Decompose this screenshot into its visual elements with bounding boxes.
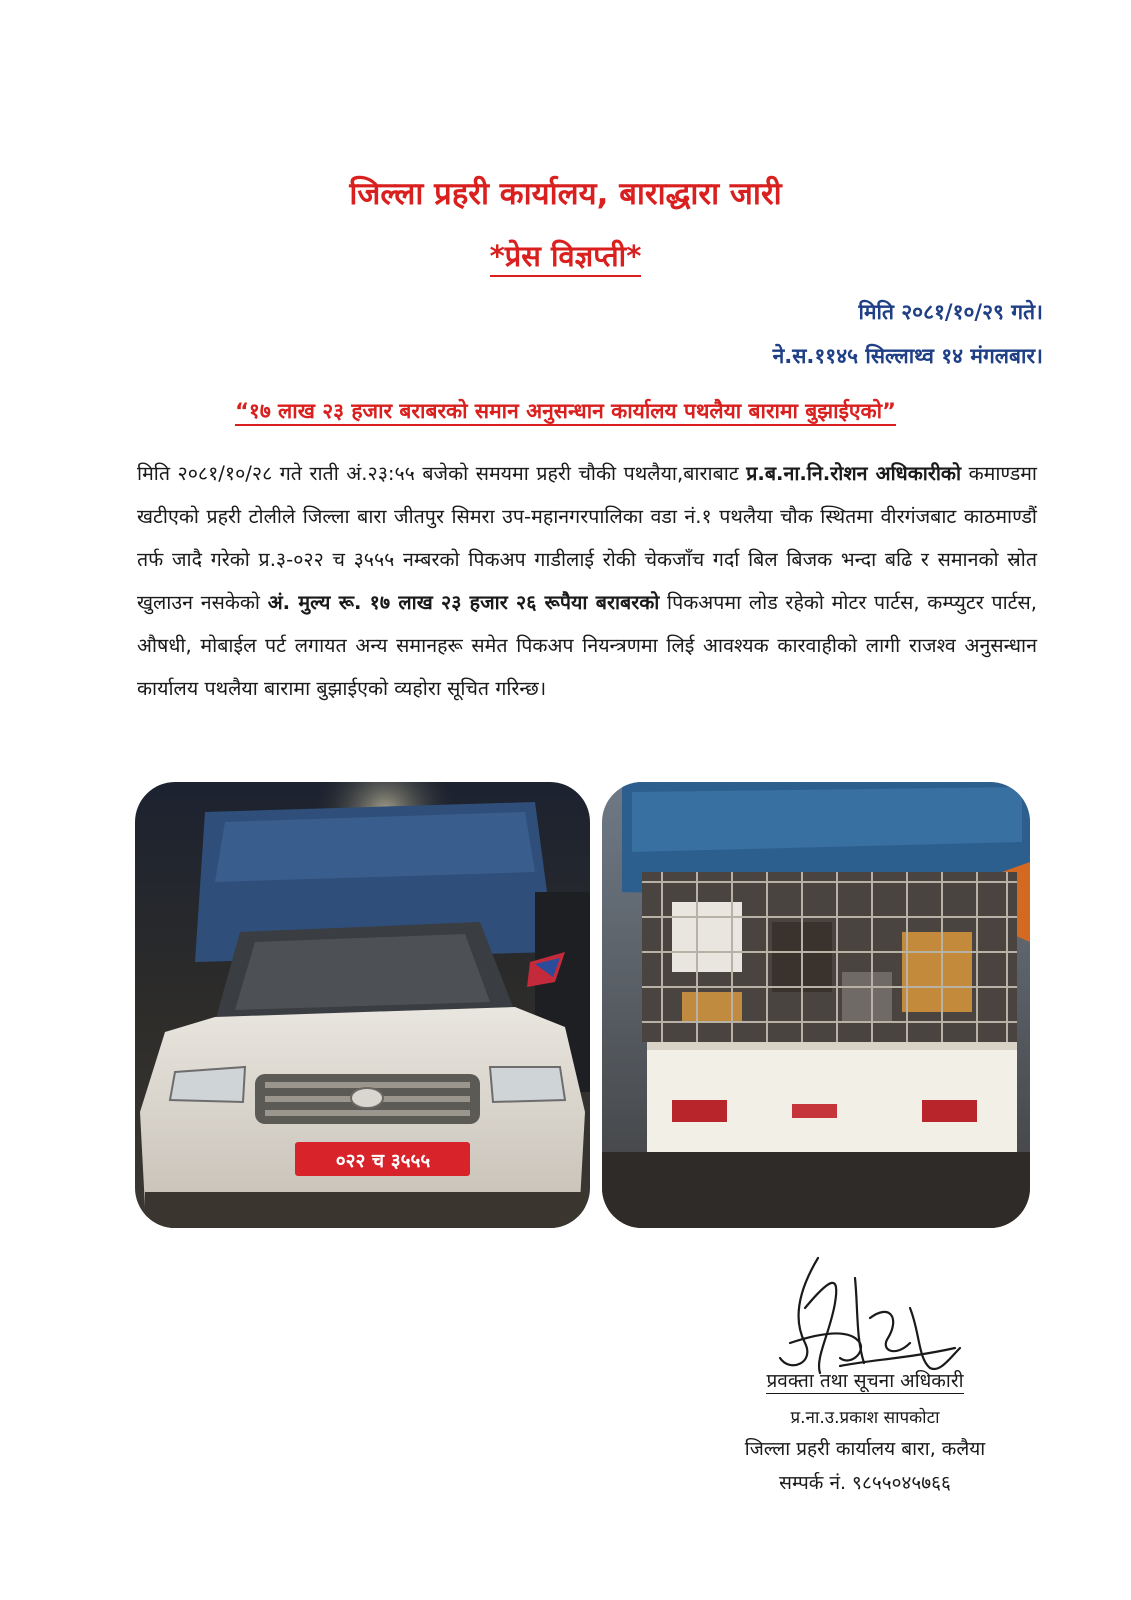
body-text-3: पिकअपमा लोड रहेको मोटर पार्टस, कम्प्युटर पार्टस, औषधी, मोबाईल पर्ट लगायत अन्य समानहरू समेत पिकअप नियन्त्रणमा लिई आवश्यक कारवाहीको लागी राजश्व अनुसन्धान कार्यालय पथलैया बारामा बुझाईएको व्यहोरा सूचित गरिन्छ। <box>137 591 1037 700</box>
body-text-1: मिति २०८१/१०/२८ गते राती अं.२३:५५ बजेको समयमा प्रहरी चौकी पथलैया,बाराबाट <box>137 462 747 485</box>
signatory-office: जिल्ला प्रहरी कार्यालय बारा, कलैया <box>744 1438 986 1460</box>
nepal-sambat-date-line: ने.स.११४५ सिल्लाथ्व १४ मंगलबार। <box>772 344 1043 368</box>
office-title: जिल्ला प्रहरी कार्यालय, बाराद्धारा जारी <box>349 176 782 212</box>
pickup-front-photo <box>135 782 590 1228</box>
press-release-title <box>0 234 1131 278</box>
body-text-2: कमाण्डमा खटीएको प्रहरी टोलीले जिल्ला बारा जीतपुर सिमरा उप-महानगरपालिका वडा नं.१ पथलैया चौक स्थितमा वीरगंजबाट काठमाण्डौं तर्फ जादै गरेको प्र.३-०२२ च ३५५५ नम्बरको पिकअप गाडीलाई रोकी चेकजाँच गर्दा बिल बिजक भन्दा बढि र समानको स्रोत खुलाउन नसकेको <box>137 462 1037 614</box>
headline <box>0 394 1131 428</box>
signatory-role-text: प्रवक्ता तथा सूचना अधिकारी <box>766 1370 964 1392</box>
officer-name: प्र.ब.ना.नि.रोशन अधिकारीको <box>746 462 962 485</box>
signatory-role <box>680 1366 1050 1396</box>
pickup-rear-cargo-photo <box>602 782 1030 1228</box>
signatory-name: प्र.ना.उ.प्रकाश सापकोटा <box>790 1408 940 1428</box>
license-plate-text: ०२२ च ३५५५ <box>335 1150 431 1172</box>
date-line: मिति २०८१/१०/२९ गते। <box>858 300 1043 324</box>
press-release-title-text: *प्रेस विज्ञप्ती* <box>490 239 642 277</box>
signatory-contact: सम्पर्क नं. ९८५५०४५७६६ <box>779 1472 951 1494</box>
seized-amount: अं. मुल्य रू. १७ लाख २३ हजार २६ रूपैया बराबरको <box>267 591 660 614</box>
body-paragraph <box>137 452 1037 710</box>
headline-text: “१७ लाख २३ हजार बराबरको समान अनुसन्धान कार्यालय पथलैया बारामा बुझाईएको” <box>235 399 896 426</box>
